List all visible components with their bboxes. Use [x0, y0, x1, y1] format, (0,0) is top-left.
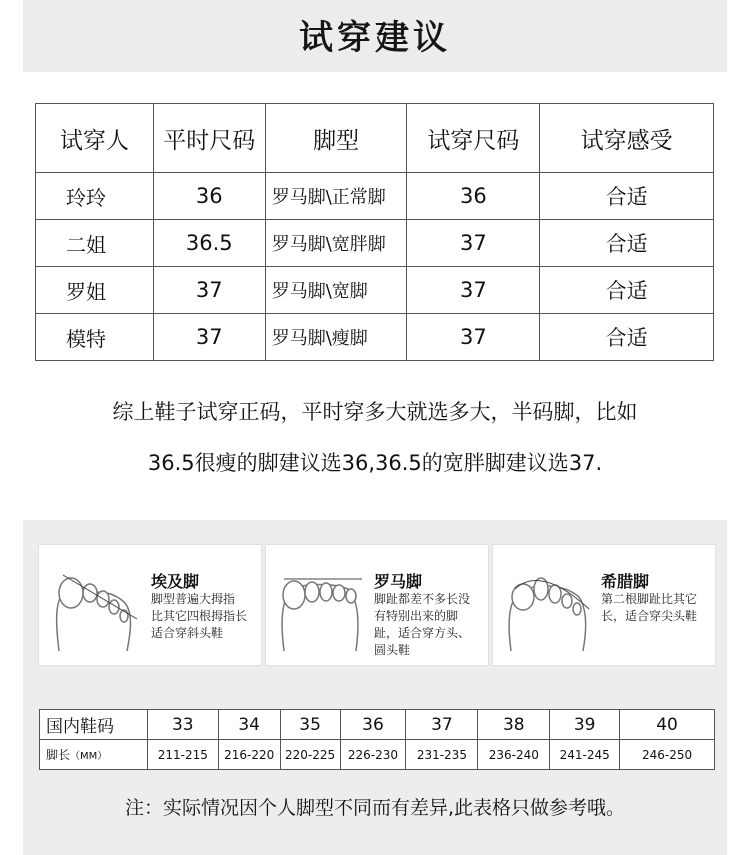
cell-feeling: 合适 [540, 220, 714, 267]
foot-type-name: 罗马脚 [374, 572, 423, 591]
size-chart-table [39, 709, 715, 770]
cell-usual-size: 36.5 [153, 220, 265, 267]
length-cell: 246-250 [620, 740, 715, 770]
cell-foot-type: 罗马脚\宽胖脚 [265, 220, 407, 267]
cell-usual-size: 37 [153, 267, 265, 314]
cell-tried-size: 37 [407, 220, 540, 267]
foot-type-description: 脚型普遍大拇指 比其它四根拇指长 适合穿斜头鞋 [151, 592, 248, 640]
header-tried-size: 试穿尺码 [407, 104, 540, 173]
size-label: 国内鞋码 [40, 710, 148, 740]
cell-feeling: 合适 [540, 314, 714, 361]
cell-usual-size: 36 [153, 173, 265, 220]
footnote: 注：实际情况因个人脚型不同而有差异,此表格只做参考哦。 [124, 797, 626, 819]
foot-type-name: 埃及脚 [151, 572, 200, 591]
greek-foot-icon [499, 559, 595, 651]
foot-card-egyptian [39, 545, 261, 665]
cell-tried-size: 37 [407, 314, 540, 361]
size-cell: 39 [550, 710, 620, 740]
title-banner [23, 0, 727, 72]
cell-usual-size: 37 [153, 314, 265, 361]
length-label: 脚长（MM） [40, 740, 148, 770]
cell-foot-type: 罗马脚\正常脚 [265, 173, 407, 220]
table-row [36, 314, 714, 361]
cell-tried-size: 37 [407, 267, 540, 314]
foot-type-name: 希腊脚 [601, 572, 650, 591]
foot-card-roman [266, 545, 488, 665]
header-foot-type: 脚型 [265, 104, 407, 173]
table-row [36, 173, 714, 220]
size-cell: 38 [478, 710, 550, 740]
roman-foot-icon [272, 559, 368, 651]
size-cell: 33 [147, 710, 218, 740]
size-row [40, 710, 715, 740]
length-cell: 220-225 [280, 740, 340, 770]
size-cell: 36 [340, 710, 406, 740]
size-cell: 35 [280, 710, 340, 740]
cell-person: 二姐 [36, 220, 154, 267]
summary-line-2: 36.5很瘦的脚建议选36,36.5的宽胖脚建议选37. [147, 451, 603, 475]
size-cell: 40 [620, 710, 715, 740]
length-cell: 241-245 [550, 740, 620, 770]
summary-line-1: 综上鞋子试穿正码，平时穿多大就选多大，半码脚，比如 [112, 400, 638, 424]
cell-feeling: 合适 [540, 267, 714, 314]
cell-person: 模特 [36, 314, 154, 361]
fitting-table-header [36, 104, 714, 173]
fitting-table [35, 103, 714, 361]
length-cell: 211-215 [147, 740, 218, 770]
cell-foot-type: 罗马脚\瘦脚 [265, 314, 407, 361]
size-cell: 34 [218, 710, 280, 740]
page-title: 试穿建议 [299, 18, 451, 58]
table-row [36, 220, 714, 267]
cell-foot-type: 罗马脚\宽脚 [265, 267, 407, 314]
cell-tried-size: 36 [407, 173, 540, 220]
header-feeling: 试穿感受 [540, 104, 714, 173]
header-person: 试穿人 [36, 104, 154, 173]
length-cell: 216-220 [218, 740, 280, 770]
foot-card-greek [493, 545, 715, 665]
length-unit: （MM） [70, 751, 108, 762]
cell-person: 玲玲 [36, 173, 154, 220]
foot-type-description: 第二根脚趾比其它 长，适合穿尖头鞋 [601, 592, 698, 623]
table-row [36, 267, 714, 314]
length-cell: 231-235 [406, 740, 478, 770]
length-cell: 236-240 [478, 740, 550, 770]
cell-feeling: 合适 [540, 173, 714, 220]
egyptian-foot-icon [45, 559, 141, 651]
cell-person: 罗姐 [36, 267, 154, 314]
length-row [40, 740, 715, 770]
length-cell: 226-230 [340, 740, 406, 770]
foot-type-description: 脚趾都差不多长没 有特别出来的脚 趾，适合穿方头、 圆头鞋 [374, 592, 471, 657]
header-usual-size: 平时尺码 [153, 104, 265, 173]
size-cell: 37 [406, 710, 478, 740]
